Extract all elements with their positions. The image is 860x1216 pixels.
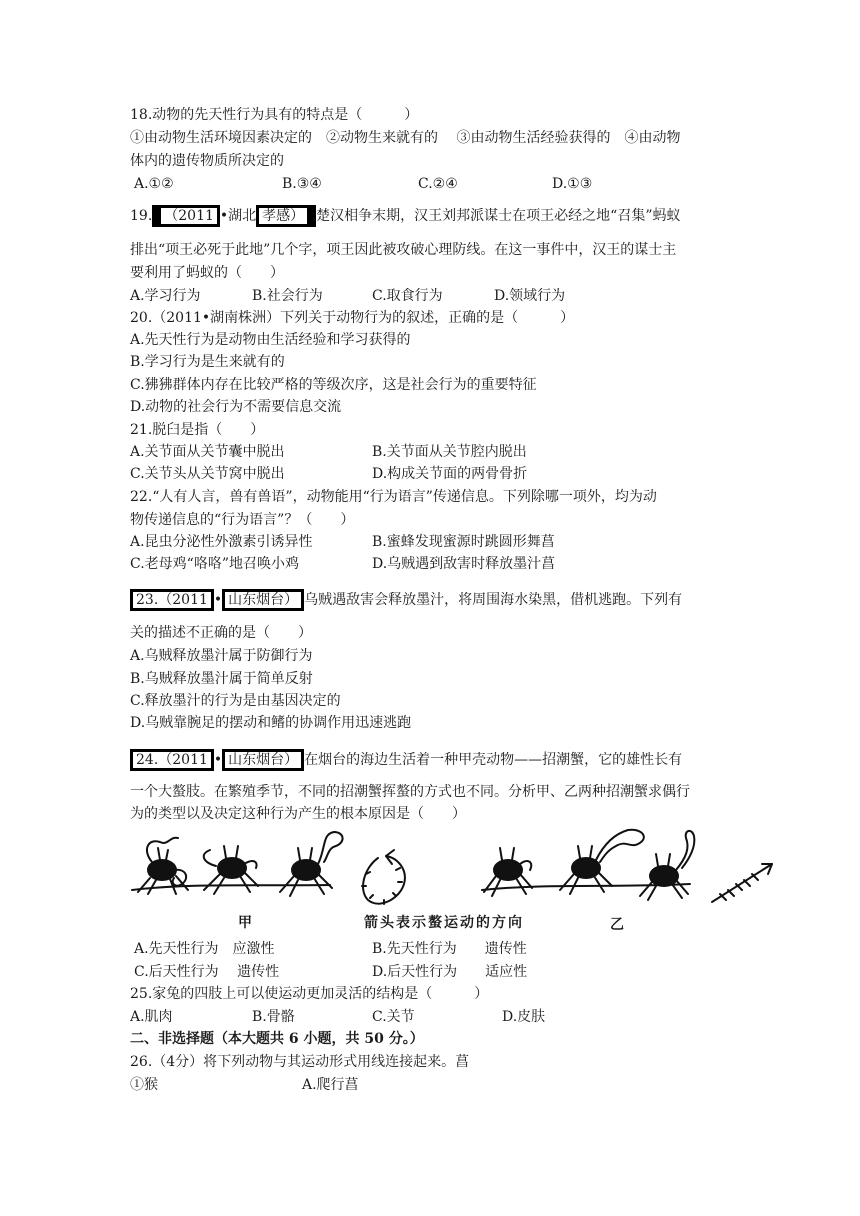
q24-choice-c: C.后天性行为 遗传性 [134,964,280,980]
q24-text3: 为的类型以及决定这种行为产生的根本原因是（ ） [130,806,466,822]
q26-right-item-a: A.爬行菖 [302,1077,359,1093]
q19-year-box: （2011 [152,205,220,227]
q26-stem: 26.（4分）将下列动物与其运动形式用线连接起来。菖 [130,1054,470,1070]
q20-option-b: B.学习行为是生来就有的 [130,354,285,370]
q20-option-c: C.狒狒群体内存在比较严格的等级次序，这是社会行为的重要特征 [130,377,537,393]
q25-choice-c: C.关节 [372,1009,415,1025]
crab-figure [130,828,780,940]
q19-number: 19. [130,208,153,224]
q24-numyear-box: 24.（2011 [130,749,214,771]
q19-choice-d: D.领域行为 [494,288,566,304]
section-two-title: 二、非选择题（本大题共 6 小题，共 50 分。） [130,1031,424,1047]
q22-choice-d: D.乌贼遇到敌害时释放墨汁菖 [372,556,556,572]
ground-line-left [132,885,330,890]
q24-choice-a: A.先天性行为 应激性 [134,941,275,957]
q18-options-line1: ①由动物生活环境因素决定的 ②动物生来就有的 ③由动物生活经验获得的 ④由动物 [130,130,681,146]
q23-option-a: A.乌贼释放墨汁属于防御行为 [130,648,313,664]
q19-text3: 要利用了蚂蚁的（ ） [130,265,284,281]
q21-choice-c: C.关节头从关节窝中脱出 [130,466,285,482]
crab-jia-2 [204,846,258,894]
q18-choice-a: A.①② [134,176,174,192]
q23-line1 [130,589,682,611]
q22-text1: 22.“人有人言，兽有兽语”，动物能用“行为语言”传递信息。下列除哪一项外，均为动 [130,489,657,505]
q22-text2: 物传递信息的“行为语言”？（ ） [130,512,355,528]
q24-dot: • [213,752,223,768]
q24-choice-d: D.后天性行为 适应性 [372,964,528,980]
q23-place-box: 山东烟台） [222,589,304,611]
q21-choice-b: B.关节面从关节腔内脱出 [372,444,527,460]
q22-choice-c: C.老母鸡“咯咯”地召唤小鸡 [130,556,299,572]
q22-choice-a: A.昆虫分泌性外激素引诱异性 [130,534,313,550]
q22-choice-b: B.蜜蜂发现蜜源时跳圆形舞菖 [372,534,555,550]
q24-choice-b: B.先天性行为 遗传性 [372,941,527,957]
q21-choice-d: D.构成关节面的两骨骨折 [372,466,528,482]
q23-text1: 乌贼遇敌害会释放墨汁，将周围海水染黑，借机逃跑。下列有 [304,592,683,608]
q19-place-box: 孝感） [256,205,316,227]
q19-dot: •湖北 [219,208,257,224]
figure-label-yi: 乙 [610,917,624,933]
q24-text1: 在烟台的海边生活着一种甲壳动物——招潮蟹，它的雄性长有 [304,752,683,768]
crab-yi-2 [560,830,644,894]
q20-option-d: D.动物的社会行为不需要信息交流 [130,399,342,415]
q19-choice-b: B.社会行为 [252,288,323,304]
crab-jia-3 [280,832,343,896]
q25-choice-a: A.肌肉 [130,1009,173,1025]
q23-option-b: B.乌贼释放墨汁属于简单反射 [130,671,313,687]
q25-choice-b: B.骨骼 [252,1009,295,1025]
q23-dot: • [213,592,223,608]
q21-choice-a: A.关节面从关节囊中脱出 [130,444,285,460]
q18-choice-c: C.②④ [418,176,458,192]
q24-text2: 一个大螯肢。在繁殖季节，不同的招潮蟹挥螯的方式也不同。分析甲、乙两种招潮蟹求偶行 [130,784,690,800]
loop-arrow-jia [362,850,405,904]
q18-stem: 18.动物的先天性行为具有的特点是（ ） [130,107,419,123]
q20-option-a: A.先天性行为是动物由生活经验和学习获得的 [130,332,411,348]
q23-numyear-box: 23.（2011 [130,589,214,611]
q26-left-item-1: ①猴 [130,1077,158,1093]
q19-choice-a: A.学习行为 [130,288,201,304]
q18-options-line2: 体内的遗传物质所决定的 [130,153,284,169]
figure-caption: 箭头表示螯运动的方向 [364,915,524,931]
q18-choice-d: D.①③ [552,176,593,192]
crab-jia-1 [138,838,188,894]
figure-label-jia: 甲 [238,915,252,931]
q19-text1: 楚汉相争末期，汉王刘邦派谋士在项王必经之地“召集”蚂蚁 [316,208,681,224]
straight-arrow-yi [712,864,772,902]
crab-yi-3 [640,831,694,900]
q21-stem: 21.脱臼是指（ ） [130,422,265,438]
q20-stem: 20.（2011•湖南株洲）下列关于动物行为的叙述，正确的是（ ） [130,310,575,326]
q23-text2: 关的描述不正确的是（ ） [130,625,312,641]
q25-stem: 25.家兔的四肢上可以使运动更加灵活的结构是（ ） [130,986,489,1002]
q19-line1 [130,205,681,227]
q19-choice-c: C.取食行为 [372,288,443,304]
q23-option-c: C.释放墨汁的行为是由基因决定的 [130,693,341,709]
q24-line1 [130,749,682,771]
q18-choice-b: B.③④ [282,176,322,192]
q25-choice-d: D.皮肤 [502,1009,546,1025]
q19-text2: 排出“项王必死于此地”几个字，项王因此被攻破心理防线。在这一事件中，汉王的谋士主 [130,242,677,258]
q23-option-d: D.乌贼靠腕足的摆动和鳍的协调作用迅速逃跑 [130,715,412,731]
q24-place-box: 山东烟台） [222,749,304,771]
